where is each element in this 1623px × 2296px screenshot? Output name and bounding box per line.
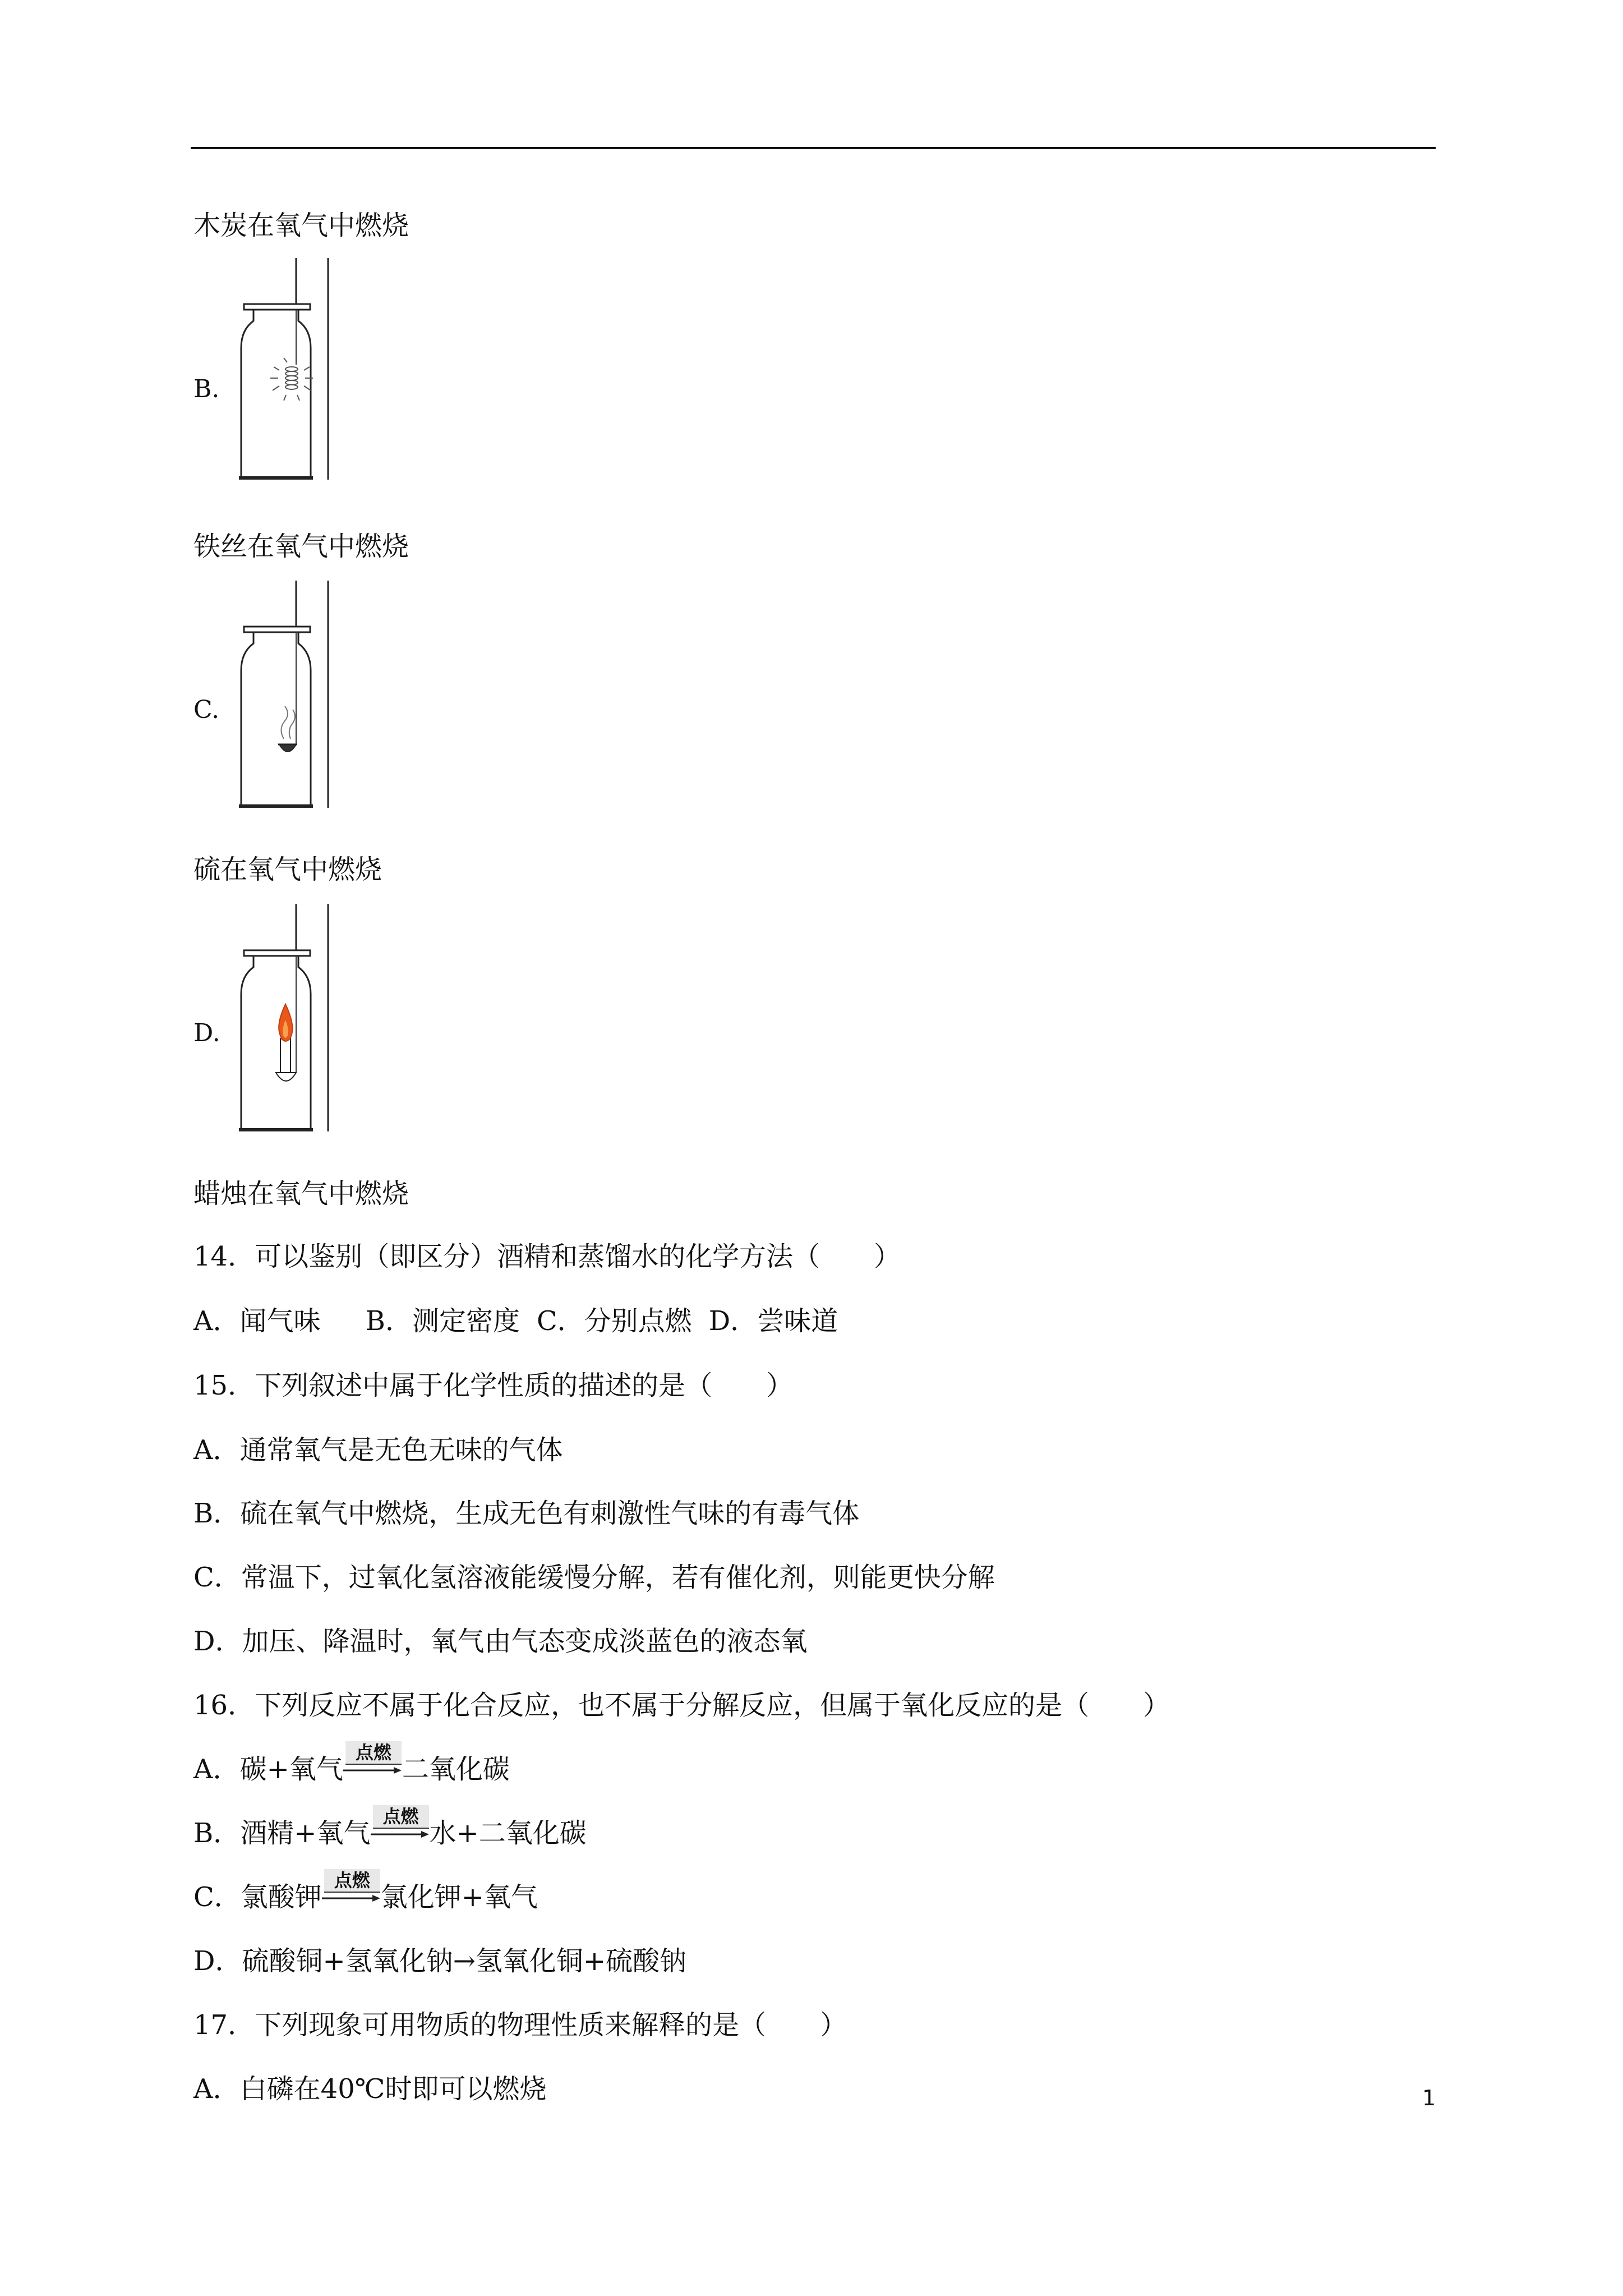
caption-candle: 蜡烛在氧气中燃烧 <box>193 1178 409 1209</box>
caption-sulfur: 硫在氧气中燃烧 <box>193 854 382 885</box>
q16-option-c[interactable] <box>193 1870 538 1914</box>
question-17-stem: 17．下列现象可用物质的物理性质来解释的是（ ） <box>193 2009 847 2041</box>
q16-a-reactants: A．碳+氧气 <box>193 1754 343 1785</box>
q15-option-c[interactable]: C．常温下，过氧化氢溶液能缓慢分解，若有催化剂，则能更快分解 <box>193 1562 995 1593</box>
q16-option-a[interactable] <box>193 1742 510 1786</box>
q16-c-reactants: C．氯酸钾 <box>193 1881 322 1913</box>
question-16-stem: 16．下列反应不属于化合反应，也不属于分解反应，但属于氧化反应的是（ ） <box>193 1690 1170 1721</box>
reaction-condition: 点燃 <box>345 1741 402 1764</box>
q16-option-d[interactable]: D．硫酸铜+氢氧化钠→氢氧化铜+硫酸钠 <box>193 1945 687 1977</box>
sulfur-jar-figure <box>236 581 336 811</box>
q17-option-a[interactable]: A．白磷在40℃时即可以燃烧 <box>193 2073 547 2105</box>
question-15-stem: 15．下列叙述中属于化学性质的描述的是（ ） <box>193 1370 794 1401</box>
q16-option-b[interactable] <box>193 1806 587 1850</box>
q14-option-d[interactable]: D．尝味道 <box>708 1305 838 1337</box>
q15-option-b[interactable]: B．硫在氧气中燃烧，生成无色有刺激性气味的有毒气体 <box>193 1498 860 1529</box>
figure-b-label: B. <box>193 375 220 403</box>
reaction-arrow <box>371 1806 430 1850</box>
q16-c-products: 氯化钾+氧气 <box>380 1881 538 1913</box>
q14-option-b[interactable]: B．测定密度 <box>365 1305 520 1337</box>
question-14-options <box>193 1304 838 1338</box>
figure-d-label: D. <box>193 1019 220 1047</box>
q14-option-a[interactable]: A．闻气味 <box>193 1305 321 1337</box>
caption-iron: 铁丝在氧气中燃烧 <box>193 531 409 562</box>
question-14-stem: 14．可以鉴别（即区分）酒精和蒸馏水的化学方法（ ） <box>193 1241 901 1272</box>
reaction-condition: 点燃 <box>373 1805 429 1828</box>
q16-a-products: 二氧化碳 <box>402 1754 510 1785</box>
q15-option-a[interactable]: A．通常氧气是无色无味的气体 <box>193 1434 563 1466</box>
caption-charcoal: 木炭在氧气中燃烧 <box>193 210 409 241</box>
reaction-condition: 点燃 <box>324 1869 380 1892</box>
q15-option-d[interactable]: D．加压、降温时，氧气由气态变成淡蓝色的液态氧 <box>193 1626 808 1657</box>
header-rule <box>191 147 1436 149</box>
reaction-arrow <box>322 1870 381 1914</box>
q16-b-products: 水+二氧化碳 <box>429 1818 587 1849</box>
figure-c-label: C. <box>193 696 220 724</box>
q16-b-reactants: B．酒精+氧气 <box>193 1818 371 1849</box>
q14-option-c[interactable]: C．分别点燃 <box>536 1305 692 1337</box>
candle-jar-figure <box>236 904 336 1134</box>
page-number: 1 <box>1422 2086 1436 2110</box>
iron-wire-jar-figure <box>236 258 336 482</box>
reaction-arrow <box>343 1742 402 1786</box>
